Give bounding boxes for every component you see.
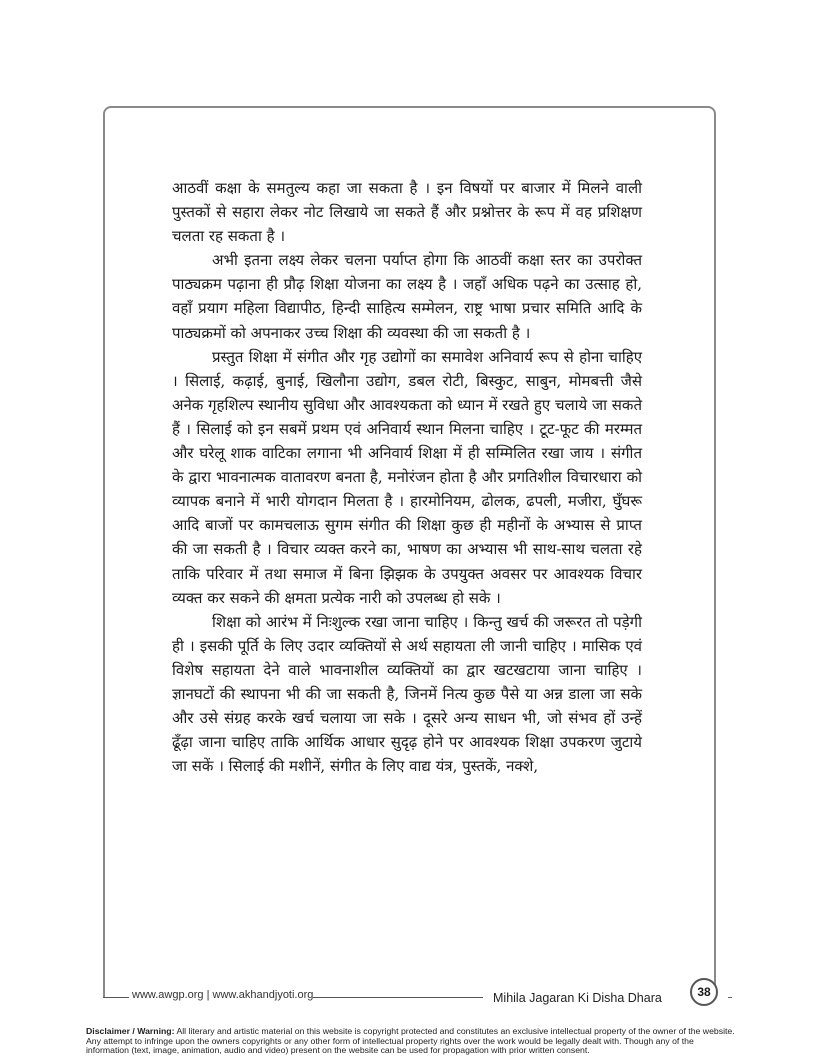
body-text [172, 176, 642, 778]
footer-site-links[interactable]: www.awgp.org | www.akhandjyoti.org [132, 989, 314, 1001]
page-number-badge [690, 978, 718, 1006]
disclaimer-text: All literary and artistic material on this website is copyright protected and constitutes an exclusive intellectual property of the owner of the website. Any attempt to infringe upon the owners copyrights or any other form of intellectual property rights over the work would be legally dealt with. Though any of the information (text, image, animation, audio and video) present on the website can be used for propagation with prior written consent. [86, 1027, 735, 1055]
footer-rule-middle [313, 997, 483, 998]
page-number: 38 [697, 985, 711, 999]
disclaimer-label: Disclaimer / Warning: [86, 1027, 175, 1036]
footer-dash [728, 997, 732, 998]
paragraph: अभी इतना लक्ष्य लेकर चलना पर्याप्त होगा कि आठवीं कक्षा स्तर का उपरोक्त पाठ्यक्रम पढ़ाना ही प्रौढ़ शिक्षा योजना का लक्ष्य है । जहाँ अधिक पढ़ने का उत्साह हो, वहाँ प्रयाग महिला विद्यापीठ, हिन्दी साहित्य सम्मेलन, राष्ट्र भाषा प्रचार समिति आदि के पाठ्यक्रमों को अपनाकर उच्च शिक्षा की व्यवस्था की जा सकती है । [172, 251, 643, 342]
disclaimer [86, 1027, 736, 1056]
footer-book-title: Mihila Jagaran Ki Disha Dhara [493, 991, 662, 1005]
footer-rule-left [103, 997, 129, 998]
paragraph: प्रस्तुत शिक्षा में संगीत और गृह उद्योगों का समावेश अनिवार्य रूप से होना चाहिए । सिलाई, कढ़ाई, बुनाई, खिलौना उद्योग, डबल रोटी, बिस्कुट, साबुन, मोमबत्ती जैसे अनेक गृहशिल्प स्थानीय सुविधा और आवश्यकता को ध्यान में रखते हुए चलाये जा सकते हैं । सिलाई को इन सबमें प्रथम एवं अनिवार्य स्थान मिलना चाहिए । टूट-फूट की मरम्मत और घरेलू शाक वाटिका लगाना भी अनिवार्य शिक्षा में ही सम्मिलित रखा जाय । संगीत के द्वारा भावनात्मक वातावरण बनता है, मनोरंजन होता है और प्रगतिशील विचारधारा को व्यापक बनाने में भारी योगदान मिलता है । हारमोनियम, ढोलक, ढपली, मजीरा, घुँघरू आदि बाजों पर कामचलाऊ सुगम संगीत की शिक्षा कुछ ही महीनों के अभ्यास से प्राप्त की जा सकती है । विचार व्यक्त करने का, भाषण का अभ्यास भी साथ-साथ चलता रहे ताकि परिवार में तथा समाज में बिना झिझक के उपयुक्त अवसर पर आवश्यक विचार व्यक्त कर सकने की क्षमता प्रत्येक नारी को उपलब्ध हो सके । [172, 347, 642, 607]
paragraph: आठवीं कक्षा के समतुल्य कहा जा सकता है । इन विषयों पर बाजार में मिलने वाली पुस्तकों से सहारा लेकर नोट लिखाये जा सकते हैं और प्रश्नोत्तर के रूप में वह प्रशिक्षण चलता रह सकता है । [172, 179, 642, 246]
paragraph: शिक्षा को आरंभ में निःशुल्क रखा जाना चाहिए । किन्तु खर्च की जरूरत तो पड़ेगी ही । इसकी पूर्ति के लिए उदार व्यक्तियों से अर्थ सहायता ली जानी चाहिए । मासिक एवं विशेष सहायता देने वाले भावनाशील व्यक्तियों का द्वार खटखटाया जाना चाहिए । ज्ञानघटों की स्थापना भी की जा सकती है, जिनमें नित्य कुछ पैसे या अन्न डाला जा सके और उसे संग्रह करके खर्च चलाया जा सके । दूसरे अन्य साधन भी, जो संभव हों उन्हें ढूँढ़ा जाना चाहिए ताकि आर्थिक आधार सुदृढ़ होने पर आवश्यक शिक्षा उपकरण जुटाये जा सकें । सिलाई की मशीनें, संगीत के लिए वाद्य यंत्र, पुस्तकें, नक्शे, [172, 612, 642, 776]
